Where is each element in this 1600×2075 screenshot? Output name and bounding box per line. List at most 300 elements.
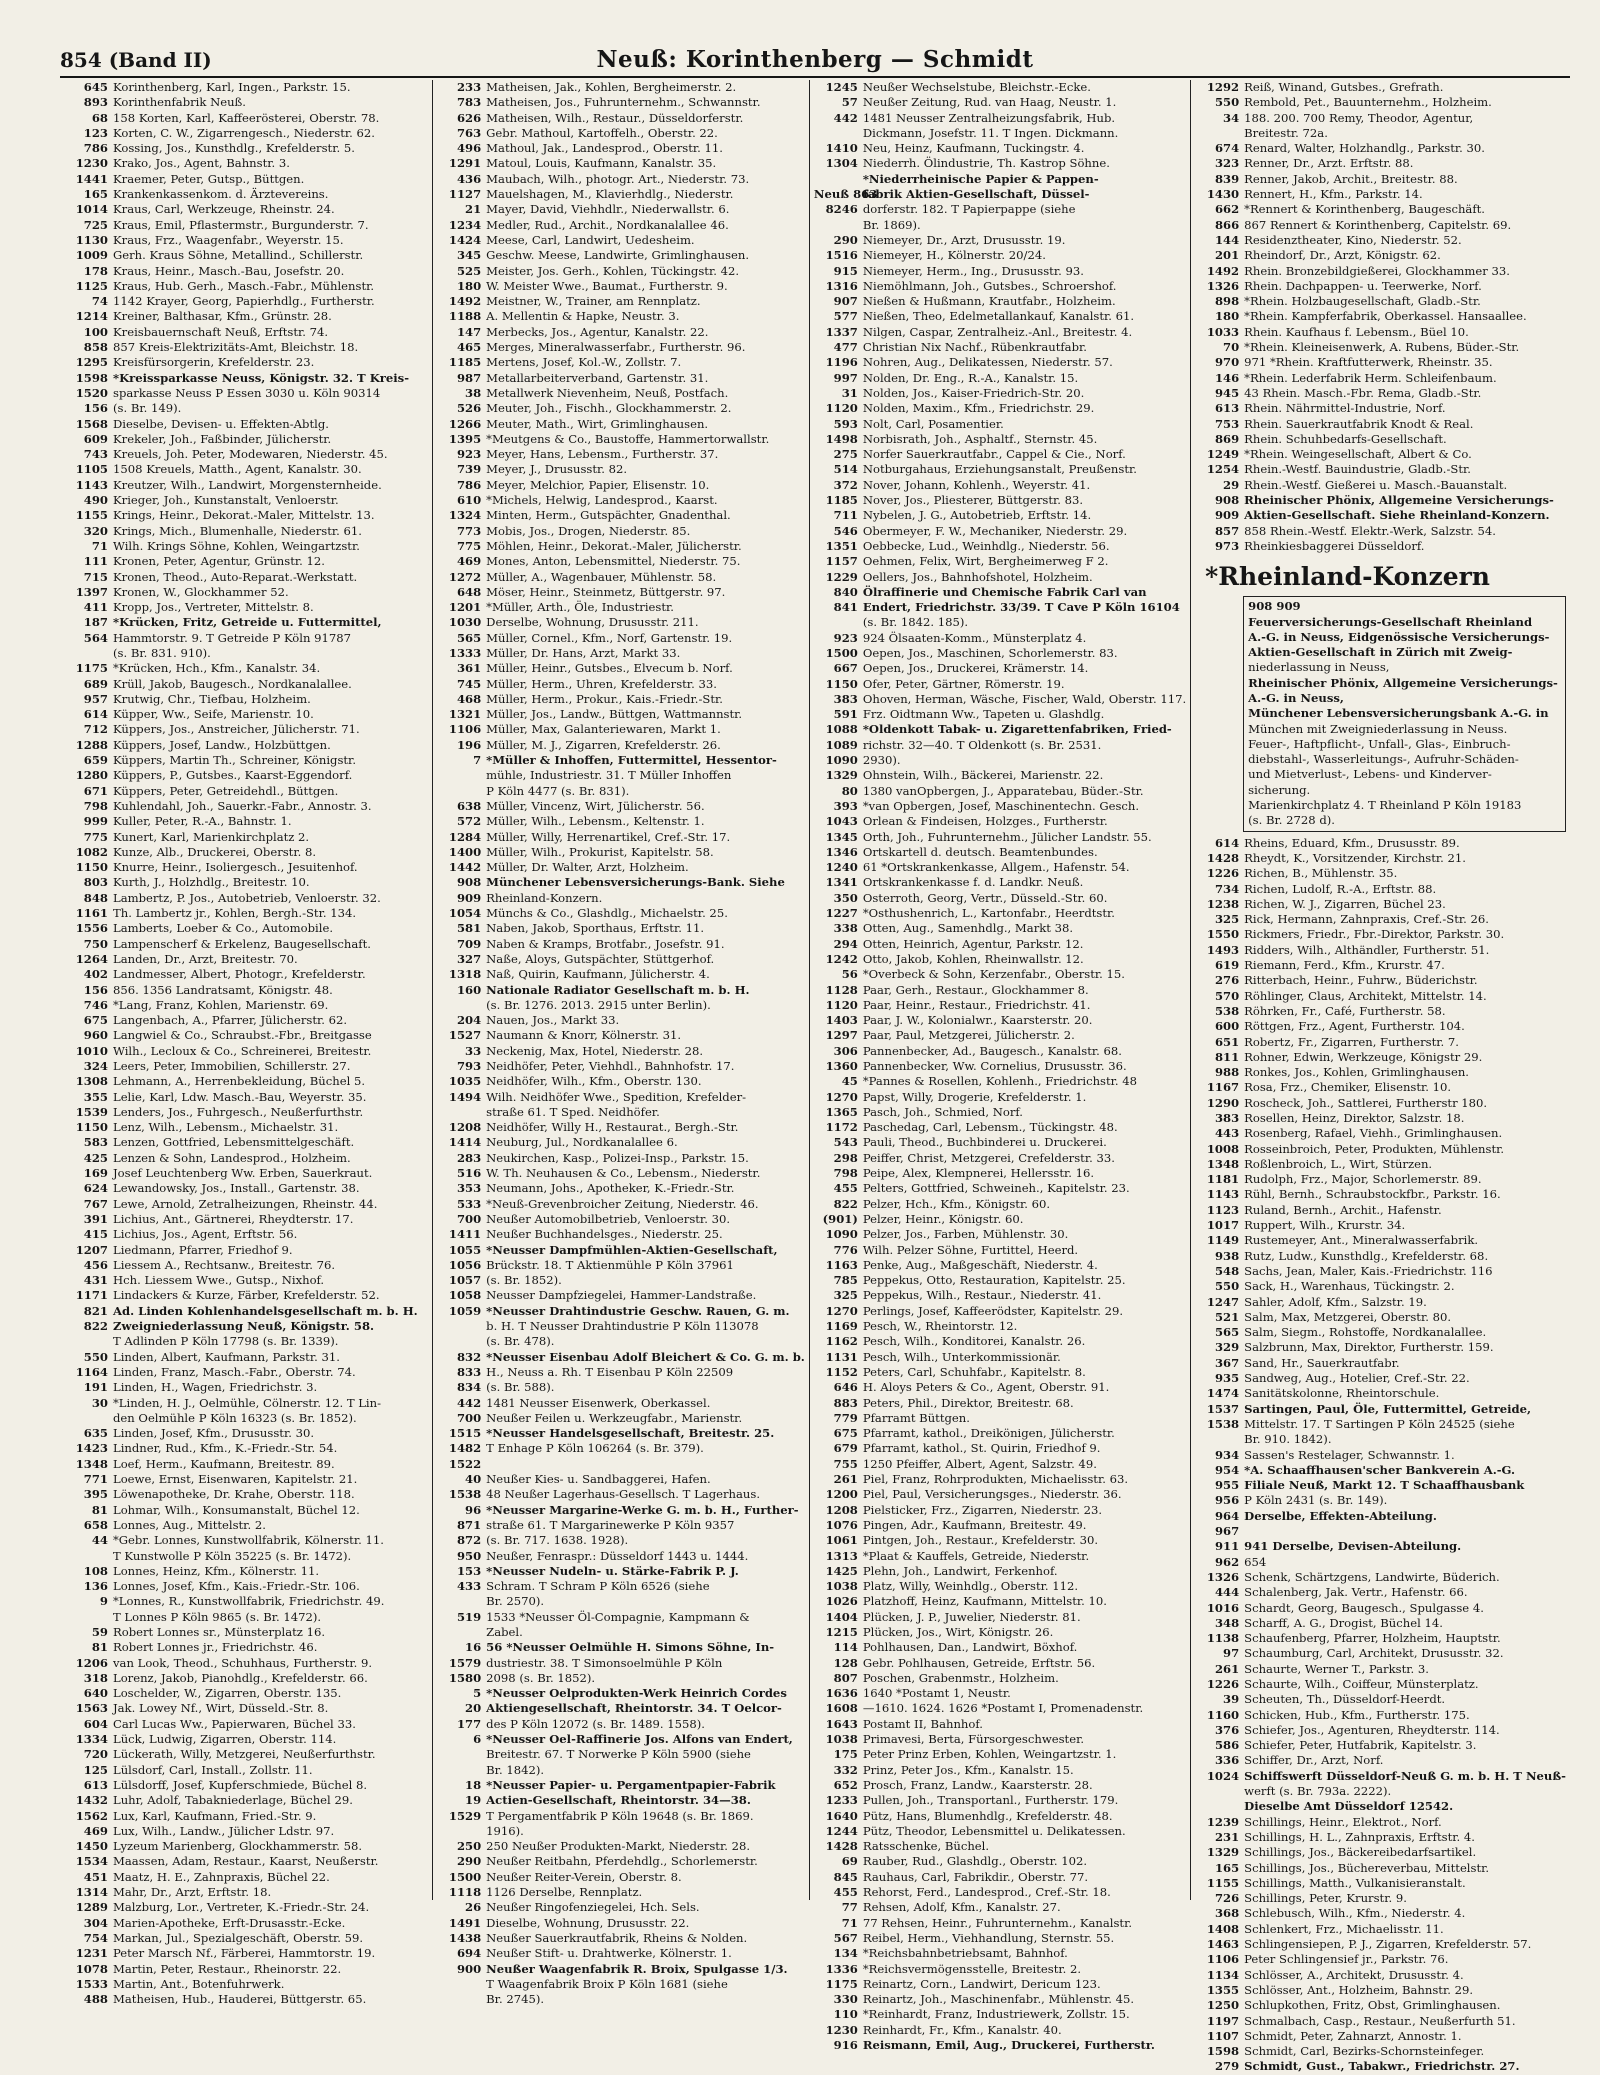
entry-text: Sassen's Restelager, Schwannstr. 1. <box>1244 1447 1455 1462</box>
directory-entry <box>814 799 1186 814</box>
entry-text: Loef, Herm., Kaufmann, Breitestr. 89. <box>113 1456 335 1471</box>
directory-entry <box>1195 1340 1566 1355</box>
entry-text: Niederrh. Ölindustrie, Th. Kastrop Söhne. <box>862 156 1110 171</box>
phone-number: 5 <box>473 1686 482 1701</box>
directory-entry <box>64 1809 428 1824</box>
directory-entry <box>814 814 1186 829</box>
entry-text: mühle, Industriestr. 31. T Müller Inhoffen <box>486 768 732 783</box>
phone-number: 1520 <box>75 385 108 400</box>
phone-number: 175 <box>833 1747 858 1762</box>
entry-text: *Oldenkott Tabak- u. Zigarettenfabriken, Fried- <box>862 722 1172 737</box>
entry-text: Müller, Dr. Hans, Arzt, Markt 33. <box>486 645 681 660</box>
entry-text: Otten, Heinrich, Agentur, Parkstr. 12. <box>862 936 1084 951</box>
phone-number: 546 <box>833 523 858 538</box>
directory-entry <box>814 1763 1186 1778</box>
directory-entry <box>64 1243 428 1258</box>
entry-text: P Köln 4477 (s. Br. 831). <box>486 783 630 798</box>
phone-number: 1264 <box>75 951 108 966</box>
entry-text: Matheisen, Hub., Hauderei, Büttgerstr. 65. <box>113 1992 367 2007</box>
directory-entry <box>437 1854 805 1869</box>
phone-number: 753 <box>1214 416 1240 431</box>
directory-entry <box>1195 836 1566 851</box>
directory-entry <box>437 1962 805 1977</box>
entry-text: Linden, Josef, Kfm., Drususstr. 30. <box>113 1426 315 1441</box>
phone-number: 638 <box>456 798 482 813</box>
phone-number: 96 <box>465 1502 482 1517</box>
phone-number: 635 <box>83 1426 108 1441</box>
directory-entry <box>64 478 428 493</box>
phone-number: 1423 <box>75 1441 108 1456</box>
entry-text: 1380 vanOpbergen, J., Apparatebau, Büder.-Str. <box>862 783 1144 798</box>
phone-number: 1038 <box>825 1579 858 1594</box>
directory-entry <box>1195 1463 1566 1478</box>
directory-entry <box>64 1793 428 1808</box>
phone-number: 1643 <box>825 1716 858 1731</box>
directory-entry <box>814 1671 1186 1686</box>
phone-number: 1408 <box>1206 1921 1240 1936</box>
entry-text: Neu, Heinz, Kaufmann, Tuckingstr. 4. <box>862 141 1085 156</box>
directory-entry <box>1195 1432 1566 1447</box>
entry-text: T Kunstwolle P Köln 35225 (s. Br. 1472). <box>113 1548 352 1563</box>
entry-text: Rudolph, Frz., Major, Schorlemerstr. 89. <box>1244 1172 1482 1187</box>
phone-number: 834 <box>456 1380 482 1395</box>
directory-entry <box>1195 1065 1566 1080</box>
entry-text: Ridders, Wilh., Althändler, Furtherstr. 51. <box>1244 942 1490 957</box>
entry-text: Nießen & Hußmann, Krautfabr., Holzheim. <box>862 294 1116 309</box>
entry-text: 158 Korten, Karl, Kaffeerösterei, Oberstr. 78. <box>113 110 380 125</box>
directory-entry <box>814 1090 1186 1105</box>
entry-text: Paschedag, Carl, Lebensm., Tückingstr. 48. <box>862 1120 1118 1135</box>
directory-entry <box>1195 866 1566 881</box>
phone-number: 1324 <box>448 508 482 523</box>
entry-text: Niemeyer, Herm., Ing., Drususstr. 93. <box>862 263 1084 278</box>
directory-entry <box>64 1900 428 1915</box>
phone-number: 294 <box>833 936 858 951</box>
phone-number: 767 <box>83 1196 108 1211</box>
phone-number: 1430 <box>1206 187 1240 202</box>
entry-text: Dickmann, Josefstr. 11. T Ingen. Dickmann. <box>862 125 1119 140</box>
entry-text: Neußer Ringofenziegelei, Hch. Sels. <box>486 1900 700 1915</box>
directory-entry <box>1195 1601 1566 1616</box>
directory-entry <box>64 1625 428 1640</box>
entry-text: Pannenbecker, Ad., Baugesch., Kanalstr. 68. <box>862 1043 1122 1058</box>
entry-text: Peiffer, Christ, Metzgerei, Crefelderstr. 33. <box>862 1150 1115 1165</box>
phone-number: 338 <box>833 921 858 936</box>
entry-text: Josef Leuchtenberg Ww. Erben, Sauerkraut. <box>113 1166 373 1181</box>
directory-entry <box>1195 1646 1566 1661</box>
phone-number: 1196 <box>825 355 858 370</box>
directory-entry <box>64 1197 428 1212</box>
directory-entry <box>1195 294 1566 309</box>
konzern-description <box>1243 596 1566 831</box>
entry-text: Rheins, Eduard, Kfm., Drususstr. 89. <box>1244 835 1460 850</box>
entry-text: Rühl, Bernh., Schraubstockfbr., Parkstr. 16. <box>1244 1187 1501 1202</box>
konzern-line: Feuer-, Haftpflicht-, Unfall-, Glas-, Einbruch- <box>1248 736 1511 751</box>
directory-entry <box>437 462 805 477</box>
phone-number: 1143 <box>1206 1187 1240 1202</box>
entry-text: Lenz, Wilh., Lebensm., Michaelstr. 31. <box>113 1120 339 1135</box>
entry-text: Schillings, Matth., Vulkanisieranstalt. <box>1244 1875 1466 1890</box>
directory-entry <box>64 1151 428 1166</box>
entry-text: Neußer Kies- u. Sandbaggerei, Hafen. <box>486 1472 711 1487</box>
phone-number: 1150 <box>825 676 858 691</box>
entry-text: Meyer, J., Drususstr. 82. <box>486 462 628 477</box>
phone-number: 1059 <box>448 1303 482 1318</box>
entry-text: *Rhein. Kampferfabrik, Oberkassel. Hansaallee. <box>1244 309 1527 324</box>
entry-text: Mauelshagen, M., Klavierhdlg., Niederstr. <box>486 187 734 202</box>
phone-number: Neuß 863 <box>813 187 878 202</box>
phone-number: 30 <box>91 1395 108 1410</box>
phone-number: 1175 <box>75 661 108 676</box>
entry-text: *Linden, H. J., Oelmühle, Cölnerstr. 12. T Lin- <box>113 1395 382 1410</box>
phone-number: 355 <box>83 1089 108 1104</box>
phone-number: 383 <box>833 691 858 706</box>
entry-text: Ad. Linden Kohlenhandelsgesellschaft m. b. H. <box>113 1303 418 1318</box>
entry-text: Richen, Ludolf, R.-A., Erftstr. 88. <box>1244 881 1437 896</box>
phone-number <box>814 218 863 233</box>
entry-text: Maassen, Adam, Restaur., Kaarst, Neußerstr. <box>113 1854 379 1869</box>
phone-number: 872 <box>456 1533 482 1548</box>
directory-entry <box>437 661 805 676</box>
directory-entry <box>1195 172 1566 187</box>
directory-entry <box>814 1809 1186 1824</box>
phone-number: 935 <box>1214 1371 1240 1386</box>
phone-number: 26 <box>465 1900 482 1915</box>
phone-number: 1403 <box>825 1013 858 1028</box>
phone-number: 1550 <box>1206 927 1240 942</box>
entry-text: *Müller, Arth., Öle, Industriestr. <box>486 600 674 615</box>
directory-entry <box>64 1579 428 1594</box>
entry-text: Riemann, Ferd., Kfm., Krurstr. 47. <box>1244 958 1445 973</box>
directory-entry <box>64 1441 428 1456</box>
phone-number: 1289 <box>75 1900 108 1915</box>
entry-text: Meyer, Melchior, Papier, Elisenstr. 10. <box>486 477 710 492</box>
directory-entry <box>437 111 805 126</box>
directory-entry <box>437 845 805 860</box>
konzern-line: München mit Zweigniederlassung in Neuss. <box>1248 721 1508 736</box>
directory-entry <box>1195 1906 1566 1921</box>
phone-number: 1076 <box>825 1517 858 1532</box>
directory-entry <box>437 80 805 95</box>
phone-number: 725 <box>83 217 108 232</box>
directory-entry <box>437 1319 805 1334</box>
entry-text: sparkasse Neuss P Essen 3030 u. Köln 90314 <box>113 385 381 400</box>
phone-number: 1580 <box>448 1670 482 1685</box>
directory-entry <box>1195 1187 1566 1202</box>
entry-text: Richen, W. J., Zigarren, Büchel 23. <box>1244 896 1446 911</box>
phone-number <box>64 646 113 661</box>
directory-entry <box>64 1426 428 1441</box>
directory-entry <box>1195 1662 1566 1677</box>
directory-entry <box>437 631 805 646</box>
phone-number: 1360 <box>825 1059 858 1073</box>
entry-text: Matheisen, Wilh., Restaur., Düsseldorferstr. <box>486 110 744 125</box>
entry-text: Rhein. Kaufhaus f. Lebensm., Büel 10. <box>1244 324 1469 339</box>
directory-entry <box>1195 233 1566 248</box>
phone-number: 609 <box>83 431 108 446</box>
directory-entry <box>64 661 428 676</box>
phone-number: 1598 <box>1206 2044 1240 2059</box>
directory-entry <box>437 1916 805 1931</box>
directory-entry <box>814 447 1186 462</box>
phone-number: 640 <box>83 1686 108 1701</box>
directory-entry <box>64 983 428 998</box>
phone-number: 1131 <box>825 1349 858 1364</box>
phone-number: 376 <box>1214 1722 1240 1737</box>
directory-entry <box>814 1028 1186 1043</box>
phone-number: 967 <box>1214 1524 1240 1539</box>
directory-entry <box>814 631 1186 646</box>
entry-text: Rhein. Nährmittel-Industrie, Norf. <box>1244 401 1446 416</box>
directory-entry <box>814 860 1186 875</box>
phone-number: 1337 <box>825 324 858 339</box>
directory-entry <box>814 677 1186 692</box>
entry-text: *Meutgens & Co., Baustoffe, Hammertorwallstr. <box>486 431 770 446</box>
phone-number: 1208 <box>448 1120 482 1135</box>
entry-text: Aktiengesellschaft, Rheintorstr. 34. T Oelcor- <box>486 1701 782 1716</box>
directory-entry <box>437 233 805 248</box>
entry-text: 77 Rehsen, Heinr., Fuhrunternehm., Kanalstr. <box>862 1915 1133 1930</box>
directory-entry <box>814 111 1186 126</box>
directory-entry <box>437 1090 805 1105</box>
entry-text: Küppers, Martin Th., Schreiner, Königstr. <box>113 753 357 768</box>
directory-entry <box>437 921 805 936</box>
directory-entry <box>437 1946 805 1961</box>
phone-number: 108 <box>83 1563 108 1578</box>
phone-number <box>64 1549 113 1564</box>
phone-number: 1008 <box>1206 1141 1240 1156</box>
entry-text: Schillings, Jos., Bäckereibedarfsartikel. <box>1244 1845 1477 1860</box>
directory-entry <box>437 1105 805 1120</box>
entry-text: Kronen, W., Glockhammer 52. <box>113 584 289 599</box>
entry-text: Schaufenberg, Pfarrer, Holzheim, Hauptstr. <box>1244 1631 1501 1646</box>
phone-number: 383 <box>1214 1111 1240 1125</box>
phone-number: 1206 <box>75 1655 108 1670</box>
phone-number: 1270 <box>825 1303 858 1318</box>
directory-entry <box>1195 355 1566 370</box>
phone-number: 675 <box>833 1426 858 1441</box>
entry-text: 61 *Ortskrankenkasse, Allgem., Hafenstr. 54. <box>862 860 1130 875</box>
directory-entry <box>64 1181 428 1196</box>
phone-number: 957 <box>83 691 108 706</box>
phone-number: 1326 <box>1206 278 1240 293</box>
entry-text: Küppers, Jos., Anstreicher, Jülicherstr. 71. <box>113 722 360 737</box>
directory-entry <box>1195 1218 1566 1233</box>
phone-number: 165 <box>83 187 108 202</box>
entry-text: Krieger, Joh., Kunstanstalt, Venloerstr. <box>113 493 339 508</box>
directory-entry <box>64 1074 428 1089</box>
phone-number: 526 <box>456 401 482 416</box>
directory-entry <box>437 202 805 217</box>
entry-text: *Rhein. Holzbaugesellschaft, Gladb.-Str. <box>1244 294 1481 309</box>
directory-entry <box>1195 1050 1566 1065</box>
directory-entry <box>1195 1616 1566 1631</box>
phone-number: 1017 <box>1206 1218 1240 1233</box>
phone-number: 1529 <box>448 1808 482 1823</box>
entry-text: T Lonnes P Köln 9865 (s. Br. 1472). <box>113 1609 322 1624</box>
directory-entry <box>437 967 805 982</box>
directory-entry <box>437 1472 805 1487</box>
directory-entry <box>1195 218 1566 233</box>
phone-number <box>814 615 863 630</box>
entry-text: Metallarbeiterverband, Gartenstr. 31. <box>486 370 709 385</box>
phone-number: 786 <box>456 477 482 492</box>
konzern-line: (s. Br. 2728 d). <box>1248 813 1335 828</box>
phone-number: 798 <box>83 798 108 813</box>
directory-entry <box>1195 2059 1566 2074</box>
directory-entry <box>437 1885 805 1900</box>
directory-entry <box>64 845 428 860</box>
directory-entry <box>1195 1249 1566 1264</box>
directory-entry <box>437 1594 805 1609</box>
column-2 <box>433 80 810 2007</box>
phone-number <box>437 1824 486 1839</box>
entry-text: Brückstr. 18. T Aktienmühle P Köln 37961 <box>486 1257 734 1272</box>
phone-number: 1038 <box>825 1732 858 1747</box>
phone-number: 916 <box>833 2038 858 2052</box>
entry-text: Minten, Herm., Gutspächter, Gnadenthal. <box>486 508 731 523</box>
phone-number: 33 <box>465 1043 482 1058</box>
phone-number: 956 <box>1214 1493 1240 1508</box>
directory-entry <box>437 1610 805 1625</box>
directory-entry <box>64 1549 428 1564</box>
phone-number: 1230 <box>75 156 108 171</box>
directory-entry <box>1195 1922 1566 1937</box>
directory-entry <box>1195 1080 1566 1095</box>
entry-text: Leers, Peter, Immobilien, Schillerstr. 27. <box>113 1059 351 1073</box>
entry-text: Ratsschenke, Büchel. <box>862 1839 990 1854</box>
entry-text: Lamberts, Loeber & Co., Automobile. <box>113 921 334 936</box>
directory-entry <box>437 386 805 401</box>
directory-entry <box>1195 897 1566 912</box>
directory-entry <box>64 570 428 585</box>
directory-entry <box>64 1487 428 1502</box>
directory-entry <box>1195 279 1566 294</box>
entry-text: 1142 Krayer, Georg, Papierhdlg., Furtherstr. <box>113 294 375 309</box>
entry-text: Schaumburg, Carl, Architekt, Drususstr. 32. <box>1244 1646 1504 1661</box>
directory-entry <box>64 1763 428 1778</box>
entry-text: Platz, Willy, Weinhdlg., Oberstr. 112. <box>862 1579 1079 1594</box>
directory-entry <box>64 1105 428 1120</box>
entry-text: Meister, Jos. Gerh., Kohlen, Tückingstr. 42. <box>486 263 740 278</box>
phone-number <box>437 1594 486 1609</box>
phone-number: 550 <box>1214 95 1240 110</box>
entry-text: fabrik Aktien-Gesellschaft, Düssel- <box>862 187 1090 202</box>
entry-text: Müller, Heinr., Gutsbes., Elvecum b. Norf. <box>486 661 733 676</box>
phone-number: 477 <box>833 340 858 355</box>
phone-number: 1334 <box>75 1732 108 1747</box>
entry-text: dustriestr. 38. T Simonsoelmühle P Köln <box>486 1655 723 1670</box>
phone-number: 1450 <box>75 1839 108 1854</box>
phone-number: 402 <box>83 967 108 982</box>
directory-entry <box>64 508 428 523</box>
phone-number: 652 <box>833 1777 858 1792</box>
entry-text: Schardt, Georg, Baugesch., Spulgasse 4. <box>1244 1600 1484 1615</box>
phone-number <box>437 998 486 1013</box>
phone-number: 771 <box>83 1472 108 1487</box>
entry-text: Pingen, Adr., Kaufmann, Breitestr. 49. <box>862 1517 1087 1532</box>
phone-number: 1197 <box>1206 2013 1240 2028</box>
directory-entry <box>814 1686 1186 1701</box>
column-4-top <box>1195 80 1566 554</box>
entry-text: Notburgahaus, Erziehungsanstalt, Preußenstr. <box>862 462 1137 477</box>
entry-text <box>486 1457 805 1472</box>
phone-number: 1106 <box>1206 1952 1240 1967</box>
directory-entry <box>814 202 1186 217</box>
phone-number: 1397 <box>75 584 108 599</box>
phone-number: 18 <box>465 1777 482 1792</box>
entry-text: 1250 Pfeiffer, Albert, Agent, Salzstr. 49. <box>862 1456 1097 1471</box>
directory-entry <box>1195 1815 1566 1830</box>
entry-text: Röhrken, Fr., Café, Furtherstr. 58. <box>1244 1003 1446 1018</box>
directory-entry <box>814 1732 1186 1747</box>
directory-entry <box>64 799 428 814</box>
entry-text: Oepen, Jos., Druckerei, Krämerstr. 14. <box>862 661 1089 676</box>
phone-number: 250 <box>456 1839 482 1854</box>
directory-entry <box>64 294 428 309</box>
entry-text: Filiale Neuß, Markt 12. T Schaaffhausbank <box>1244 1478 1525 1493</box>
phone-number: 1185 <box>825 493 858 508</box>
phone-number: 754 <box>83 1930 108 1945</box>
directory-entry <box>64 1120 428 1135</box>
phone-number: 840 <box>833 584 858 599</box>
entry-text: Münchs & Co., Glashdlg., Michaelstr. 25. <box>486 906 728 921</box>
phone-number: 275 <box>833 447 858 462</box>
phone-number: 1167 <box>1206 1080 1240 1095</box>
phone-number: 833 <box>456 1364 482 1379</box>
directory-entry <box>814 432 1186 447</box>
phone-number: 1272 <box>448 569 482 584</box>
entry-text: Schmidt, Peter, Zahnarzt, Annostr. 1. <box>1244 2028 1462 2043</box>
phone-number: 16 <box>465 1640 482 1655</box>
phone-number: 469 <box>83 1823 108 1838</box>
directory-entry <box>437 1334 805 1349</box>
entry-text: Reinhardt, Fr., Kfm., Kanalstr. 40. <box>862 2022 1062 2037</box>
directory-entry <box>437 1426 805 1441</box>
entry-text: Müller, Herm., Uhren, Krefelderstr. 33. <box>486 676 717 691</box>
entry-text: Röhlinger, Claus, Architekt, Mittelstr. 14. <box>1244 988 1487 1003</box>
entry-text: Rosa, Frz., Chemiker, Elisenstr. 10. <box>1244 1080 1452 1095</box>
konzern-line: Marienkirchplatz 4. T Rheinland P Köln 19183 <box>1248 798 1522 813</box>
entry-text: Krutwig, Chr., Tiefbau, Holzheim. <box>113 691 311 706</box>
directory-entry <box>1195 539 1566 554</box>
entry-text: Norbisrath, Joh., Asphaltf., Sternstr. 45. <box>862 431 1098 446</box>
entry-text: Salm, Max, Metzgerei, Oberstr. 80. <box>1244 1309 1452 1324</box>
phone-number: 711 <box>833 508 858 523</box>
directory-entry <box>437 340 805 355</box>
entry-text: Kunert, Karl, Marienkirchplatz 2. <box>113 829 310 844</box>
directory-entry <box>1195 1035 1566 1050</box>
directory-entry <box>814 1747 1186 1762</box>
entry-text: Lenzen, Gottfried, Lebensmittelgeschäft. <box>113 1135 355 1150</box>
phone-number: 1088 <box>825 722 858 737</box>
entry-text: Müller, Wilh., Lebensm., Keltenstr. 1. <box>486 814 705 829</box>
entry-text: Meese, Carl, Landwirt, Uedesheim. <box>486 232 695 247</box>
phone-number: 1229 <box>825 569 858 584</box>
phone-number: 39 <box>1223 1692 1240 1707</box>
entry-text: Reiß, Winand, Gutsbes., Grefrath. <box>1244 80 1444 94</box>
directory-entry <box>64 1671 428 1686</box>
phone-number: 1201 <box>448 600 482 615</box>
phone-number: 451 <box>83 1869 108 1884</box>
phone-number: 1150 <box>75 1120 108 1135</box>
entry-text: Paar, J. W., Kolonialwr., Kaarsterstr. 20. <box>862 1013 1093 1028</box>
phone-number: 1134 <box>1206 1967 1240 1982</box>
phone-number: 80 <box>841 783 858 798</box>
phone-number: 945 <box>1214 385 1240 400</box>
phone-number: 700 <box>456 1410 482 1425</box>
entry-text: Mobis, Jos., Drogen, Niederstr. 85. <box>486 523 691 538</box>
